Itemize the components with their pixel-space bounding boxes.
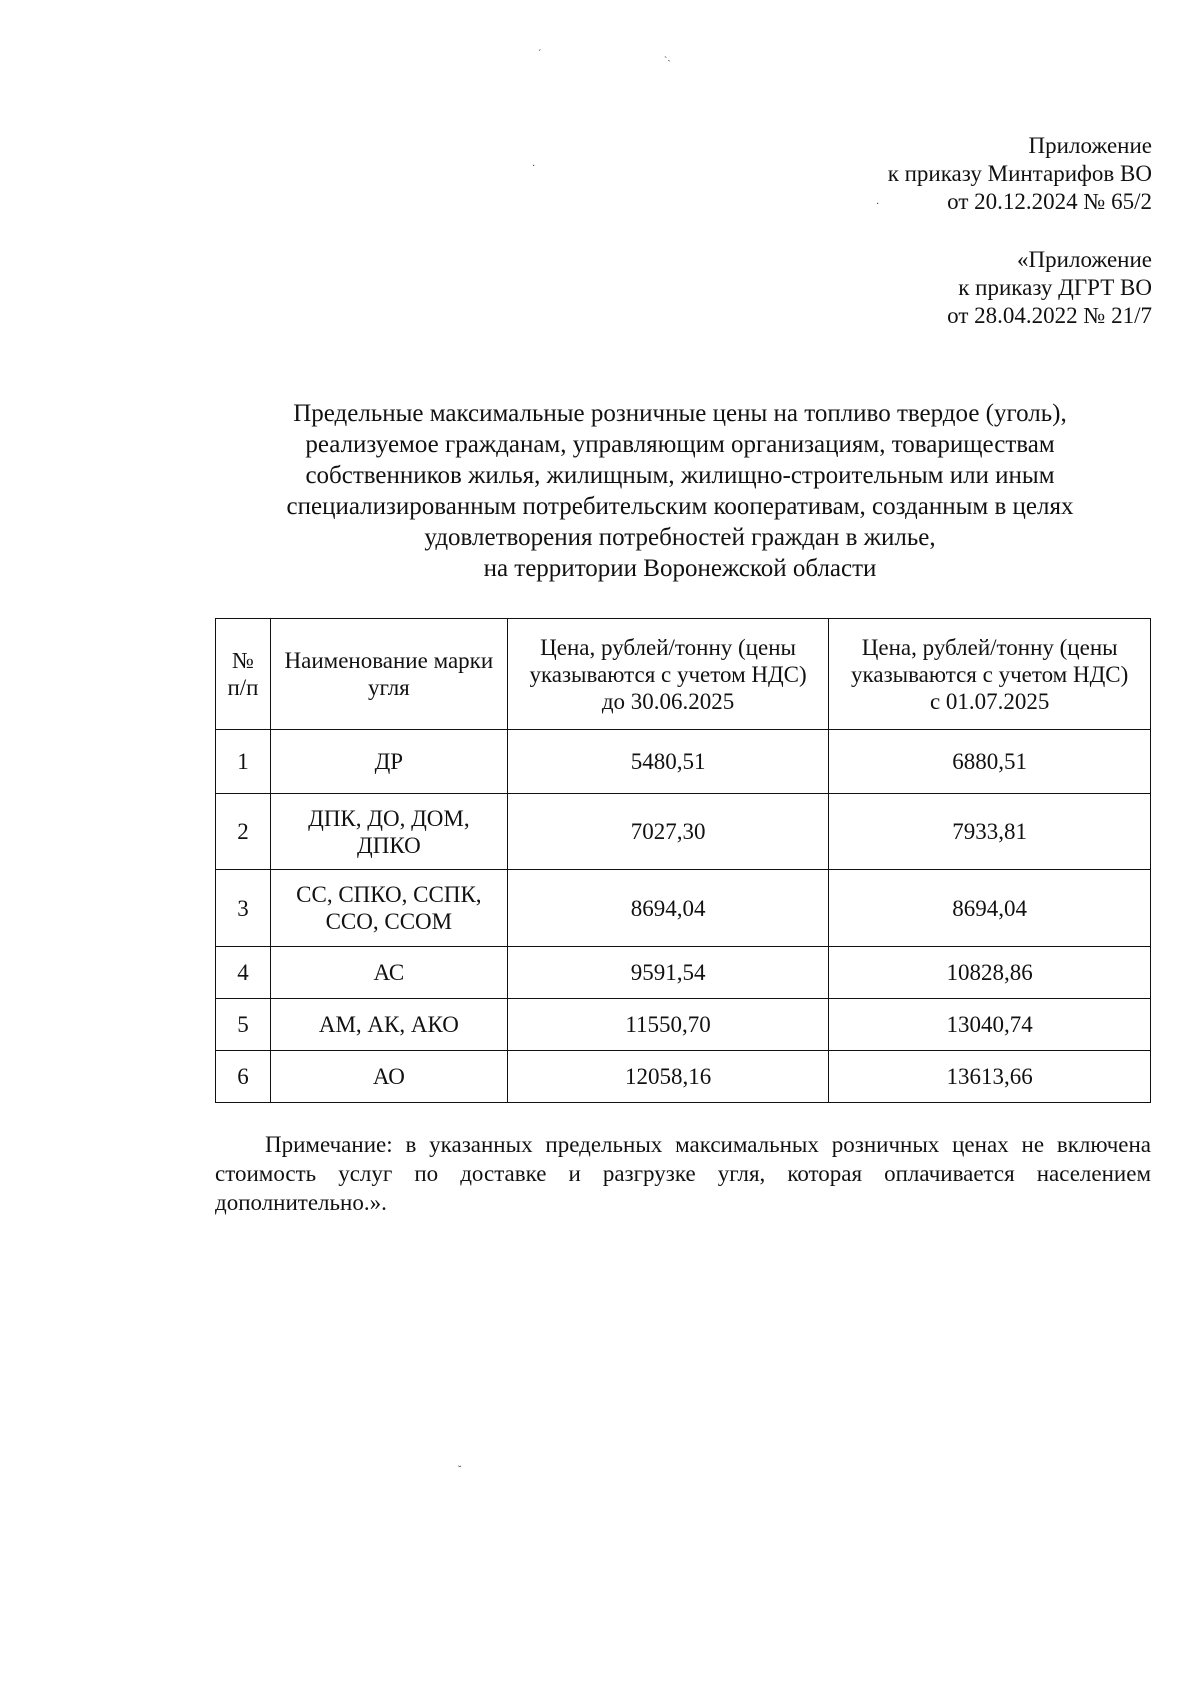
header-line: с 01.07.2025 — [929, 688, 1050, 714]
cell-number: 2 — [216, 794, 271, 870]
cell-price-after: 13613,66 — [829, 1051, 1151, 1103]
header-price-after — [829, 619, 1151, 730]
attachment-line: от 28.04.2022 № 21/7 — [947, 303, 1152, 328]
attachment-line: «Приложение — [1017, 247, 1152, 272]
title-line: специализированным потребительским кооперативам, созданным в целях — [286, 493, 1074, 520]
cell-price-before: 7027,30 — [507, 794, 829, 870]
header-line: Наименование марки — [284, 648, 494, 673]
cell-price-before: 9591,54 — [507, 947, 829, 999]
grade-line: ССО, ССОМ — [325, 909, 453, 934]
table-row — [216, 947, 1151, 999]
header-line: указываются с учетом НДС) — [851, 661, 1129, 687]
cell-price-after: 10828,86 — [829, 947, 1151, 999]
header-price-before — [507, 619, 829, 730]
footnote: Примечание: в указанных предельных максимальных розничных ценах не включена стоимость услуг по доставке и разгрузке угля, которая оплачивается населением дополнительно.». — [215, 1132, 1151, 1215]
coal-price-table — [215, 618, 1151, 1103]
cell-price-before: 11550,70 — [507, 999, 829, 1051]
attachment-line: Приложение — [1028, 133, 1152, 158]
header-line: Цена, рублей/тонну (цены — [540, 634, 796, 660]
cell-number: 3 — [216, 870, 271, 947]
cell-grade — [270, 947, 507, 999]
header-number — [216, 619, 271, 730]
title-line: Предельные максимальные розничные цены на топливо твердое (уголь), — [293, 400, 1067, 427]
cell-price-before: 8694,04 — [507, 870, 829, 947]
grade-line: ДПК, ДО, ДОМ, — [308, 805, 470, 831]
table-header-row — [216, 619, 1151, 730]
scan-speck: · — [876, 199, 880, 210]
cell-grade — [270, 999, 507, 1051]
title-line: удовлетворения потребностей граждан в жилье, — [424, 524, 936, 551]
title-line: собственников жилья, жилищным, жилищно-строительным или иным — [305, 462, 1055, 489]
title-line: на территории Воронежской области — [483, 555, 877, 582]
cell-price-after: 7933,81 — [829, 794, 1151, 870]
attachment-line: от 20.12.2024 № 65/2 — [947, 189, 1152, 214]
cell-price-before: 5480,51 — [507, 730, 829, 794]
cell-price-before: 12058,16 — [507, 1051, 829, 1103]
table-row — [216, 870, 1151, 947]
cell-price-after: 6880,51 — [829, 730, 1151, 794]
document-title — [210, 398, 1150, 584]
cell-number: 4 — [216, 947, 271, 999]
grade-line: АС — [373, 960, 405, 985]
scan-speck: ˴ˏ — [664, 51, 671, 62]
scan-speck: ˇ — [458, 1465, 462, 1476]
header-grade — [270, 619, 507, 730]
grade-line: АО — [372, 1064, 405, 1089]
grade-line: ДР — [374, 749, 404, 774]
cell-grade — [270, 794, 507, 870]
scan-speck: · — [532, 161, 536, 172]
attachment-line: к приказу ДГРТ ВО — [958, 275, 1152, 300]
scan-speck: ˊ — [538, 49, 542, 60]
header-line: указываются с учетом НДС) — [529, 661, 807, 687]
attachment-block-minister — [888, 132, 1152, 216]
cell-number: 5 — [216, 999, 271, 1051]
table-row — [216, 794, 1151, 870]
attachment-block-dgrt — [947, 246, 1152, 330]
cell-grade — [270, 1051, 507, 1103]
cell-price-after: 8694,04 — [829, 870, 1151, 947]
cell-number: 6 — [216, 1051, 271, 1103]
cell-number: 1 — [216, 730, 271, 794]
cell-price-after: 13040,74 — [829, 999, 1151, 1051]
cell-grade — [270, 870, 507, 947]
grade-line: АМ, АК, АКО — [318, 1012, 459, 1037]
header-line: угля — [367, 675, 410, 700]
header-line: Цена, рублей/тонну (цены — [861, 634, 1118, 660]
grade-line: СС, СПКО, ССПК, — [296, 882, 482, 907]
header-line: до 30.06.2025 — [601, 688, 735, 714]
attachment-line: к приказу Минтарифов ВО — [887, 161, 1152, 186]
title-line: реализуемое гражданам, управляющим организациям, товариществам — [305, 431, 1055, 458]
cell-grade — [270, 730, 507, 794]
table-row — [216, 1051, 1151, 1103]
header-line: № — [232, 648, 254, 673]
header-line: п/п — [227, 675, 259, 700]
table-row — [216, 999, 1151, 1051]
table-row — [216, 730, 1151, 794]
grade-line: ДПКО — [357, 832, 421, 858]
